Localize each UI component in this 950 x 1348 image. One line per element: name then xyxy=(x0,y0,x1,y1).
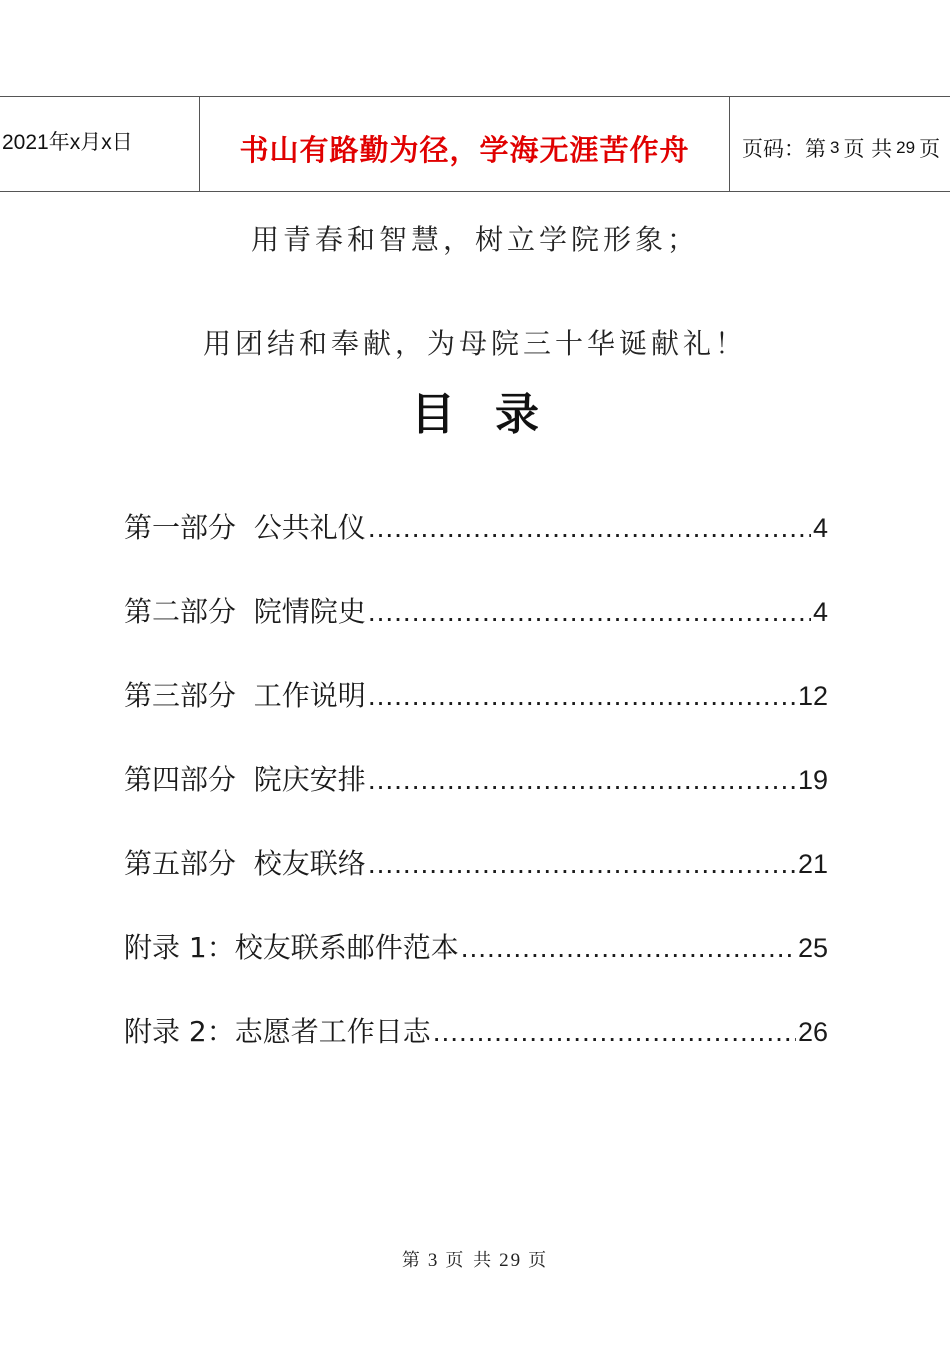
toc-entry-label: 第五部分 校友联络 xyxy=(124,847,366,880)
toc-entry-page: 26 xyxy=(797,1017,828,1047)
toc-entry-label: 第一部分 公共礼仪 xyxy=(124,511,366,544)
toc-entry-page: 4 xyxy=(812,597,828,627)
toc-entry-label: 第四部分 院庆安排 xyxy=(124,763,366,796)
toc-entry[interactable] xyxy=(124,674,828,758)
footer-mid: 页 共 xyxy=(445,1250,494,1271)
toc-entry-label: 第二部分 院情院史 xyxy=(124,595,366,628)
table-of-contents xyxy=(124,506,828,1094)
header-page-number xyxy=(730,97,950,191)
toc-entry[interactable] xyxy=(124,1010,828,1094)
toc-entry[interactable] xyxy=(124,590,828,674)
toc-entry-label: 第三部分 工作说明 xyxy=(124,679,366,712)
toc-entry[interactable] xyxy=(124,758,828,842)
page-footer xyxy=(0,1246,950,1272)
toc-entry-label: 附录 2：志愿者工作日志 xyxy=(124,1015,431,1048)
slogan-line-1: 用青春和智慧，树立学院形象； xyxy=(250,223,699,256)
header-page-total: 29 xyxy=(896,138,916,157)
toc-dot-leader xyxy=(368,512,811,544)
header-motto: 书山有路勤为径，学海无涯苦作舟 xyxy=(200,97,730,191)
header-page-mid: 页 共 xyxy=(843,137,893,161)
header-page-prefix: 页码：第 xyxy=(742,137,826,161)
toc-entry[interactable] xyxy=(124,842,828,926)
toc-dot-leader xyxy=(368,764,796,796)
slogan-line-2: 用团结和奉献，为母院三十华诞献礼！ xyxy=(202,327,747,360)
toc-entry-page: 12 xyxy=(797,681,828,711)
toc-dot-leader xyxy=(368,680,796,712)
toc-entry-page: 25 xyxy=(797,933,828,963)
toc-entry-page: 21 xyxy=(797,849,828,879)
footer-suffix: 页 xyxy=(528,1250,549,1271)
toc-entry-page: 4 xyxy=(812,513,828,543)
header-page-current: 3 xyxy=(830,138,840,157)
header-page-suffix: 页 xyxy=(919,137,941,161)
footer-page-total: 29 xyxy=(499,1250,523,1271)
toc-entry-label: 附录 1：校友联系邮件范本 xyxy=(124,931,459,964)
header-date: 2021年x月x日 xyxy=(0,97,200,191)
toc-dot-leader xyxy=(368,848,796,880)
toc-entry-page: 19 xyxy=(797,765,828,795)
toc-dot-leader xyxy=(368,596,811,628)
toc-dot-leader xyxy=(461,932,796,964)
page-header-table xyxy=(0,96,950,192)
toc-entry[interactable] xyxy=(124,926,828,1010)
footer-prefix: 第 xyxy=(401,1250,422,1271)
toc-title: 目录 xyxy=(411,389,579,440)
toc-dot-leader xyxy=(433,1016,796,1048)
footer-page-current: 3 xyxy=(427,1250,440,1271)
toc-entry[interactable] xyxy=(124,506,828,590)
